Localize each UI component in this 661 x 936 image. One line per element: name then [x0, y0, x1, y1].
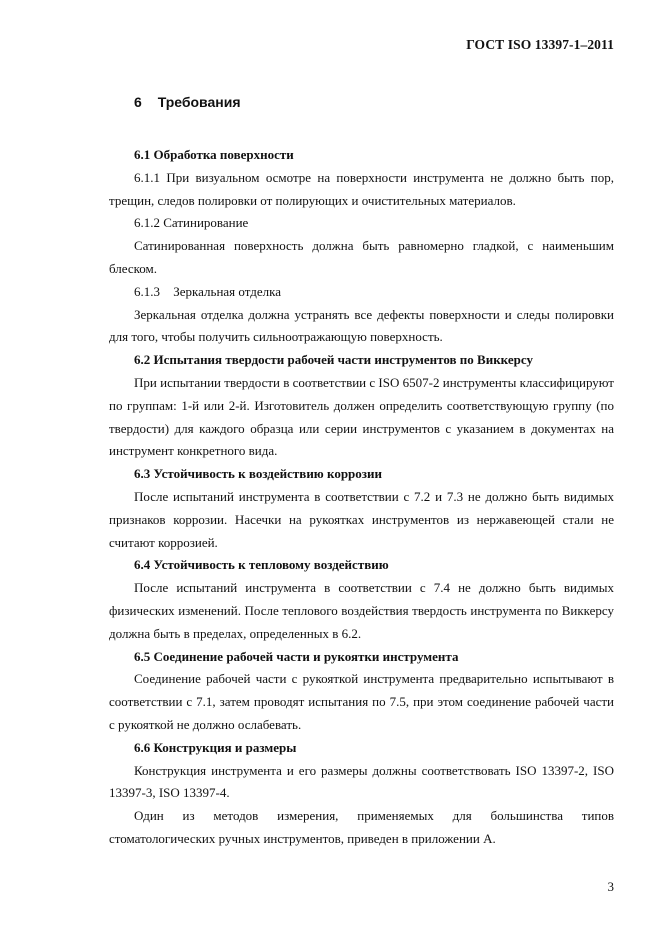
- subsection-title-6-1-3: [134, 281, 614, 304]
- paragraph-6-1-3: Зеркальная отделка должна устранять все дефекты поверхности и следы полировки для того, чтобы получить сильноотражающую поверхность.: [109, 306, 614, 345]
- subsection-heading-6-1: 6.1 Обработка поверхности: [134, 147, 294, 162]
- subsection-heading-6-3: 6.3 Устойчивость к воздействию коррозии: [134, 466, 382, 482]
- subsection-heading-6-5: 6.5 Соединение рабочей части и рукоятки инструмента: [134, 648, 459, 664]
- subsection-heading-6-6: 6.6 Конструкция и размеры: [134, 739, 297, 755]
- paragraph-6-6-b: Один из методов измерения, применяемых для большинства типов стоматологических ручных инструментов, приведен в приложении А.: [109, 808, 614, 846]
- paragraph-6-2: При испытании твердости в соответствии с ISO 6507-2 инструменты классифицируют по группам: 1-й или 2-й. Изготовитель должен определить соответствующую группу (по твердости) для каждого образца или серии инструментов с указанием в документах на инструмент конкретного вида.: [109, 374, 614, 459]
- section-heading: [134, 94, 614, 110]
- paragraph-6-5: Соединение рабочей части с рукояткой инструмента предварительно испытывают в соответствии с 7.1, затем проводят испытания по 7.5, при этом соединение рабочей части с рукояткой не должно ослабевать.: [109, 671, 614, 732]
- page-content: [109, 94, 614, 851]
- subsection-number-6-1-3: 6.1.3: [134, 283, 160, 299]
- section-title: Требования: [157, 94, 241, 110]
- paragraph-6-1-2: Сатинированная поверхность должна быть равномерно гладкой, с наименьшим блеском.: [109, 238, 614, 276]
- subsection-heading-6-2: 6.2 Испытания твердости рабочей части инструментов по Виккерсу: [134, 352, 533, 368]
- subsection-name-6-1-3: Зеркальная отделка: [173, 283, 282, 299]
- paragraph-6-6-a: Конструкция инструмента и его размеры должны соответствовать ISO 13397-2, ISO 13397-3, ISO 13397-4.: [109, 762, 614, 801]
- document-code: ГОСТ ISO 13397-1–2011: [466, 37, 614, 52]
- subsection-heading-6-4: 6.4 Устойчивость к тепловому воздействию: [134, 557, 389, 573]
- subsection-title-6-1-2: 6.1.2 Сатинирование: [134, 215, 249, 231]
- paragraph-6-3: После испытаний инструмента в соответствии с 7.2 и 7.3 не должно быть видимых признаков коррозии. Насечки на рукоятках инструментов из нержавеющей стали не считают коррозией.: [109, 488, 614, 550]
- page-number: 3: [607, 879, 614, 894]
- paragraph-6-4: После испытаний инструмента в соответствии с 7.4 не должно быть видимых физических изменений. После теплового воздействия твердость инструмента по Виккерсу должна быть в пределах, определенных в 6.2.: [109, 580, 614, 641]
- paragraph-6-1-1: 6.1.1 При визуальном осмотре на поверхности инструмента не должно быть пор, трещин, следов полировки от полирующих и очистительных материалов.: [109, 169, 614, 208]
- section-number: 6: [134, 94, 142, 110]
